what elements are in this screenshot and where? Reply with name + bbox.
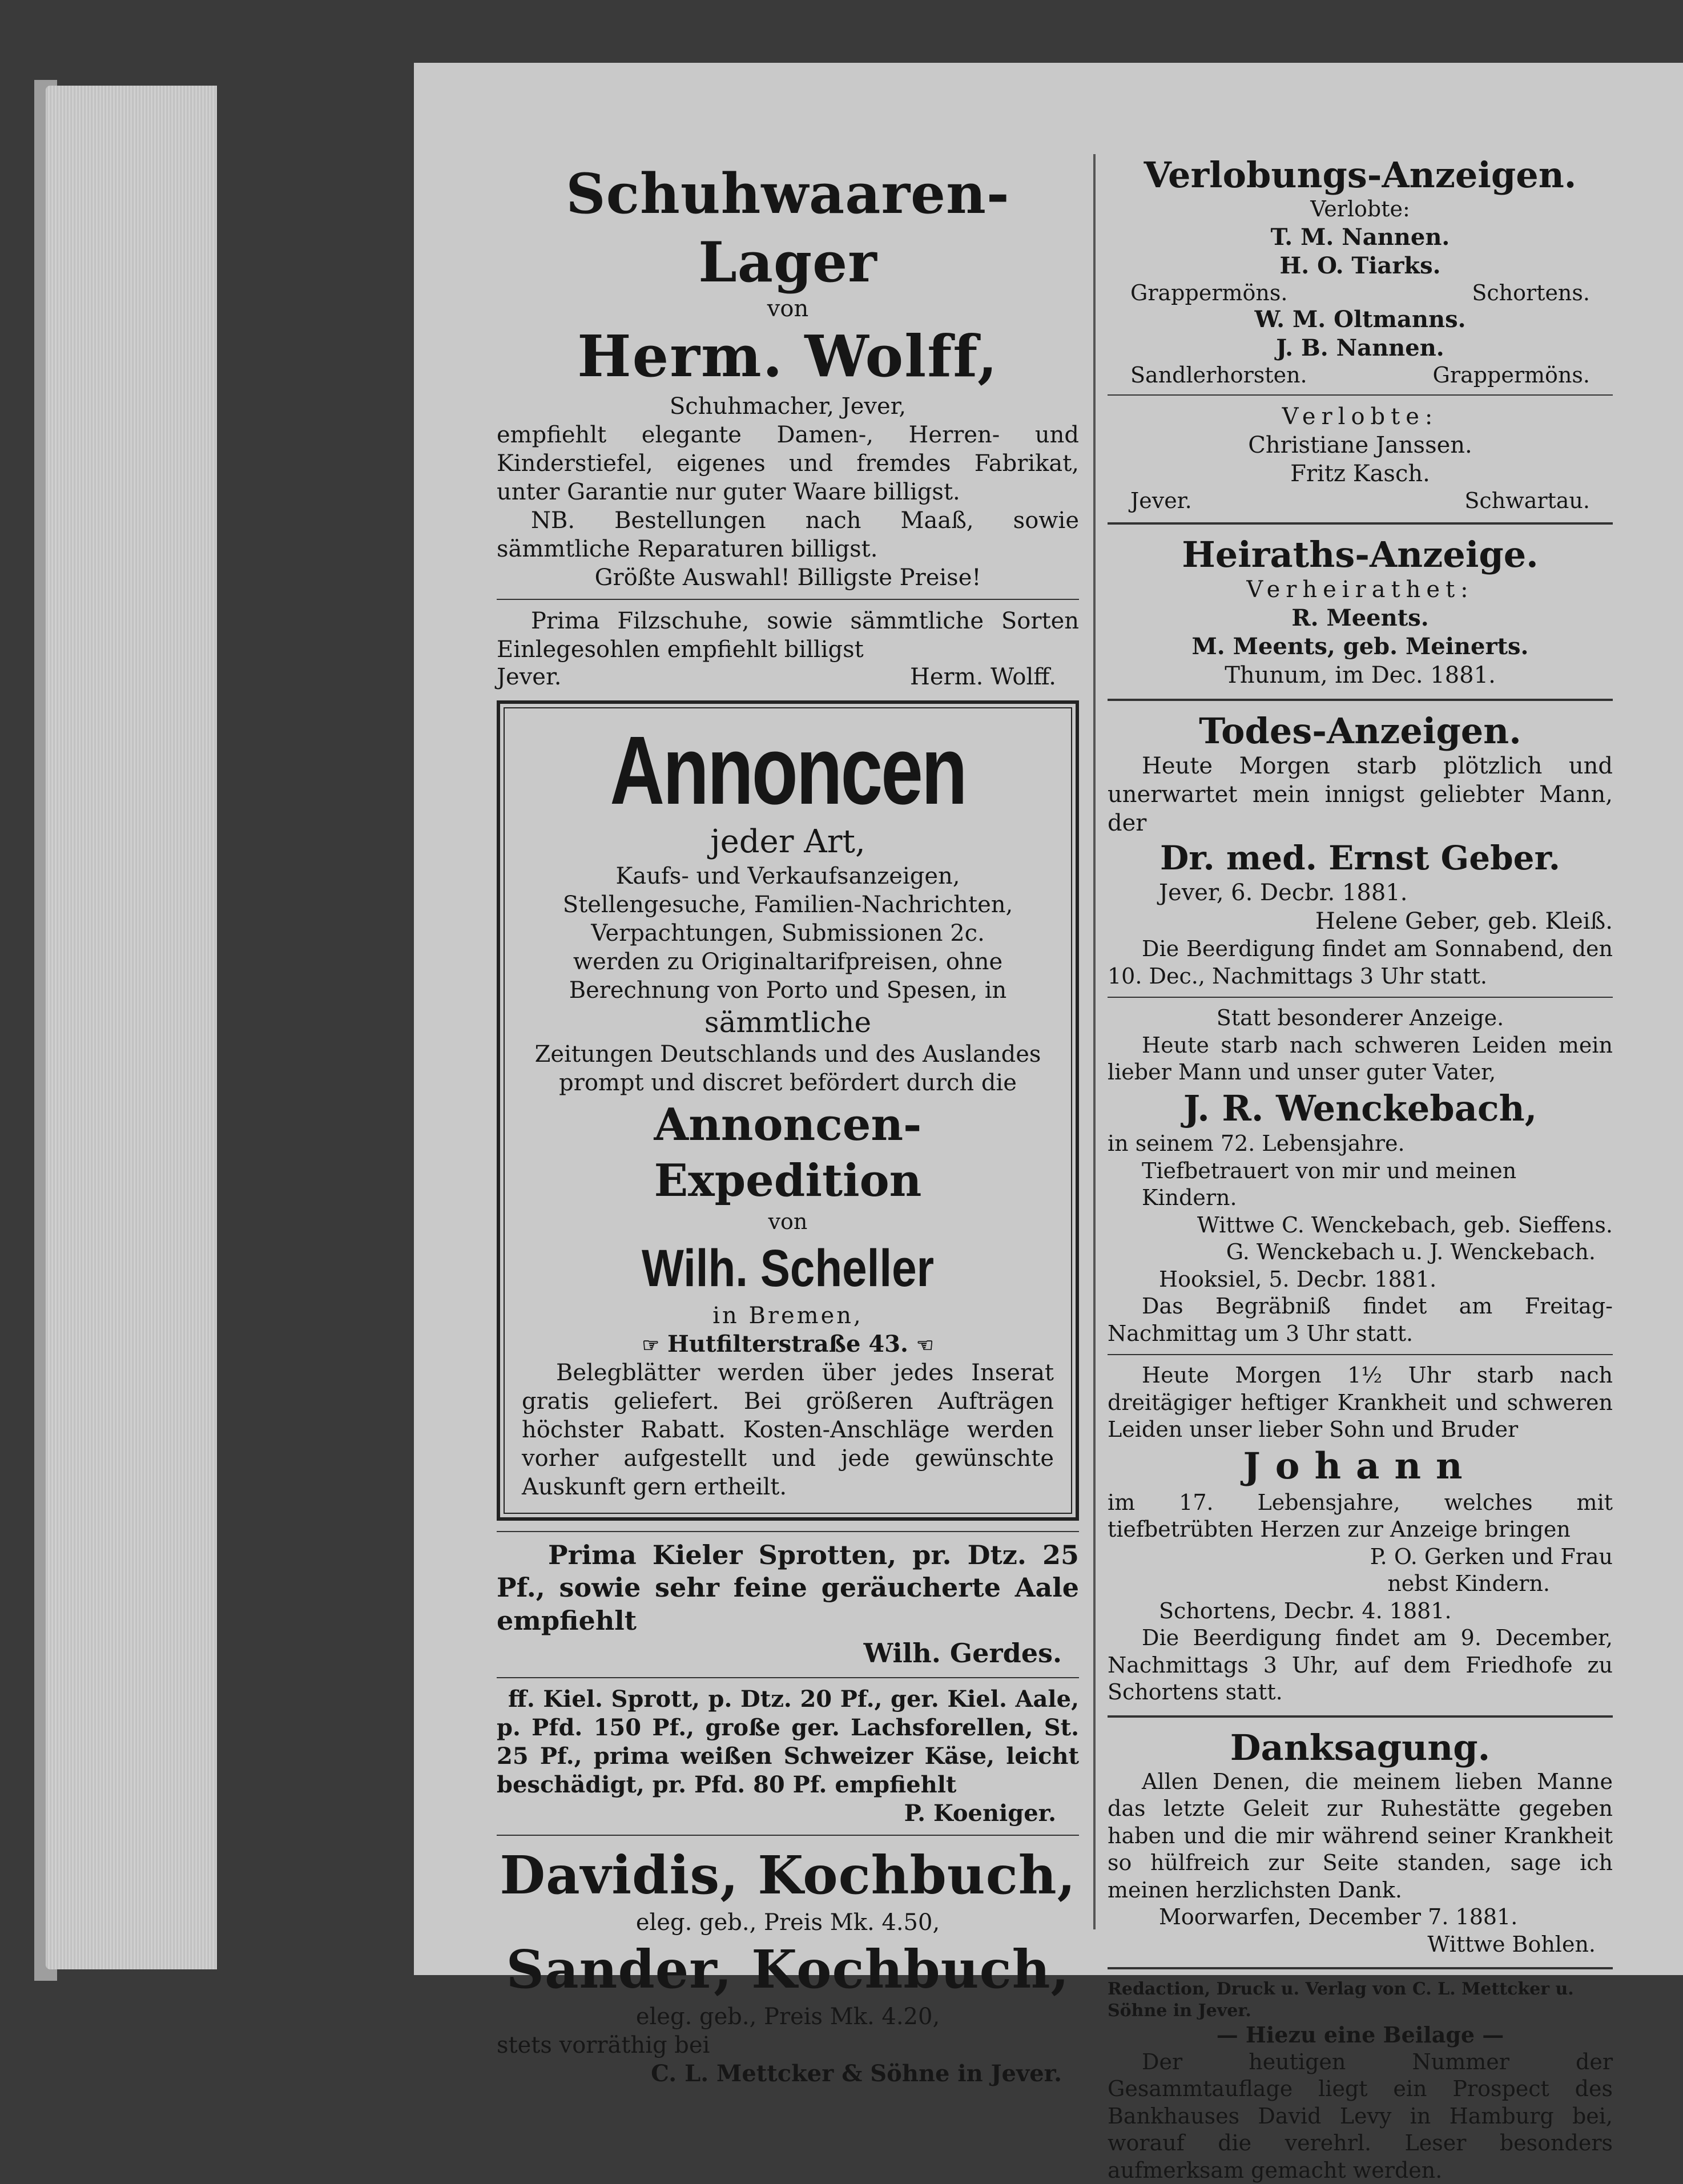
verlobung-section bbox=[1108, 154, 1613, 513]
divider-rule bbox=[1108, 1354, 1613, 1355]
annoncen-expedition: Annoncen-Expedition bbox=[522, 1097, 1054, 1208]
sprotten-ad-body: Prima Kieler Sprotten, pr. Dtz. 25 Pf., sowie sehr feine geräucherte Aale empfiehlt bbox=[497, 1539, 1079, 1638]
annoncen-street: Hutfilterstraße 43. bbox=[667, 1331, 908, 1357]
todes-name: Dr. med. Ernst Geber. bbox=[1108, 837, 1613, 879]
heirath-name-1: R. Meents. bbox=[1108, 604, 1613, 632]
divider-rule bbox=[1108, 522, 1613, 525]
annoncen-ad bbox=[497, 700, 1079, 1521]
annoncen-city: in Bremen, bbox=[522, 1301, 1054, 1330]
annoncen-company: Wilh. Scheller bbox=[562, 1236, 1014, 1301]
johann-sig-2: nebst Kindern. bbox=[1108, 1570, 1613, 1598]
annoncen-footer: Belegblätter werden über jedes Inserat gratis geliefert. Bei größeren Aufträgen höchster Rabatt. Kosten-Anschläge werden vorher aufgestellt und jede gewünschte Auskunft gern ertheilt. bbox=[522, 1359, 1054, 1501]
books-stock: stets vorräthig bei bbox=[497, 2031, 1079, 2060]
koeniger-ad bbox=[497, 1685, 1079, 1828]
shoe-ad-nb: NB. Bestellungen nach Maaß, sowie sämmtliche Reparaturen billigst. bbox=[497, 506, 1079, 563]
pointing-hand-icon: ☜ bbox=[916, 1333, 933, 1358]
wenckebach-name: J. R. Wenckebach, bbox=[1108, 1086, 1613, 1131]
johann-sig-1: P. O. Gerken und Frau bbox=[1108, 1544, 1613, 1571]
verlobung-place-3a: Jever. bbox=[1130, 488, 1192, 513]
verlobung-name-5: Christiane Janssen. bbox=[1108, 431, 1613, 460]
shoe-ad-sub: Schuhmacher, Jever, bbox=[497, 392, 1079, 421]
koeniger-ad-body: ff. Kiel. Sprott, p. Dtz. 20 Pf., ger. Kiel. Aale, p. Pfd. 150 Pf., große ger. Lachsforellen, St. 25 Pf., prima weißen Schweizer Käse, leicht beschädigt, pr. Pfd. 80 Pf. empfiehlt bbox=[497, 1685, 1079, 1799]
todes-funeral: Die Beerdigung findet am Sonnabend, den 10. Dec., Nachmittags 3 Uhr statt. bbox=[1108, 936, 1613, 990]
annoncen-ad-inner bbox=[504, 707, 1072, 1514]
verlobung-header: Verlobungs-Anzeigen. bbox=[1108, 154, 1613, 196]
johann-notice bbox=[1108, 1362, 1613, 1706]
newspaper-page bbox=[414, 63, 1683, 1975]
divider-rule bbox=[497, 1531, 1079, 1532]
annoncen-street-line bbox=[522, 1330, 1054, 1359]
books-ad bbox=[497, 1843, 1079, 2088]
annoncen-line3: werden zu Originaltarifpreisen, ohne Berechnung von Porto und Spesen, in bbox=[522, 948, 1054, 1005]
felt-ad-place: Jever. bbox=[497, 664, 561, 690]
heirath-place: Thunum, im Dec. 1881. bbox=[1108, 661, 1613, 690]
shoe-ad-title: Schuhwaaren-Lager bbox=[497, 160, 1079, 297]
felt-ad-footer bbox=[497, 664, 1079, 690]
wenckebach-intro-2: Heute starb nach schweren Leiden mein lieber Mann und unser guter Vater, bbox=[1108, 1032, 1613, 1086]
divider-rule bbox=[497, 1835, 1079, 1836]
dank-section bbox=[1108, 1727, 1613, 1959]
book-page-edges bbox=[46, 86, 217, 1969]
shoe-ad-slogan: Größte Auswahl! Billigste Preise! bbox=[497, 563, 1079, 592]
todes-date: Jever, 6. Decbr. 1881. bbox=[1108, 879, 1613, 907]
verlobung-place-2b: Grappermöns. bbox=[1433, 362, 1590, 388]
wenckebach-date: Hooksiel, 5. Decbr. 1881. bbox=[1108, 1266, 1613, 1294]
imprint-line: Redaction, Druck u. Verlag von C. L. Mettcker u. Söhne in Jever. bbox=[1108, 1979, 1613, 2021]
verlobung-places-3 bbox=[1108, 488, 1613, 513]
verlobung-label: Verlobte: bbox=[1108, 196, 1613, 223]
dank-body: Allen Denen, die meinem lieben Manne das letzte Geleit zur Ruhestätte gegeben haben und die mir während seiner Krankheit so hülfreich zur Seite standen, sage ich meinen herzlichsten Dank. bbox=[1108, 1768, 1613, 1904]
felt-ad-sig: Herm. Wolff. bbox=[910, 664, 1079, 690]
verlobung-place-1b: Schortens. bbox=[1472, 280, 1590, 305]
annoncen-line2: Kaufs- und Verkaufsanzeigen, Stellengesuche, Familien-Nachrichten, Verpachtungen, Submissionen 2c. bbox=[522, 862, 1054, 948]
books-price-1: eleg. geb., Preis Mk. 4.50, bbox=[497, 1908, 1079, 1937]
verlobung-name-4: J. B. Nannen. bbox=[1108, 334, 1613, 362]
dank-header: Danksagung. bbox=[1108, 1727, 1613, 1768]
annoncen-line4: sämmtliche bbox=[522, 1005, 1054, 1041]
todes-widow: Helene Geber, geb. Kleiß. bbox=[1108, 907, 1613, 936]
divider-rule bbox=[1108, 699, 1613, 701]
verlobung-place-1a: Grappermöns. bbox=[1130, 280, 1287, 305]
johann-date: Schortens, Decbr. 4. 1881. bbox=[1108, 1598, 1613, 1625]
verlobung-place-3b: Schwartau. bbox=[1464, 488, 1590, 513]
verlobung-name-2: H. O. Tiarks. bbox=[1108, 252, 1613, 280]
verlobung-name-1: T. M. Nannen. bbox=[1108, 223, 1613, 252]
todes-header: Todes-Anzeigen. bbox=[1108, 710, 1613, 752]
dank-date: Moorwarfen, December 7. 1881. bbox=[1108, 1904, 1613, 1931]
verlobung-places-2 bbox=[1108, 362, 1613, 388]
wenckebach-notice bbox=[1108, 1005, 1613, 1347]
verlobung-name-3: W. M. Oltmanns. bbox=[1108, 305, 1613, 334]
wenckebach-sig-1: Wittwe C. Wenckebach, geb. Sieffens. bbox=[1108, 1212, 1613, 1239]
felt-ad-body: Prima Filzschuhe, sowie sämmtliche Sorten Einlegesohlen empfiehlt billigst bbox=[497, 607, 1079, 664]
annoncen-line5: Zeitungen Deutschlands und des Auslandes prompt und discret befördert durch die bbox=[522, 1040, 1054, 1097]
verlobung-label-2: Verlobte: bbox=[1108, 402, 1613, 431]
wenckebach-age: in seinem 72. Lebensjahre. bbox=[1108, 1130, 1613, 1158]
heirath-header: Heiraths-Anzeige. bbox=[1108, 534, 1613, 575]
dank-sig: Wittwe Bohlen. bbox=[1108, 1931, 1613, 1959]
todes-section bbox=[1108, 710, 1613, 990]
verlobung-place-2a: Sandlerhorsten. bbox=[1130, 362, 1307, 388]
shoe-ad-body: empfiehlt elegante Damen-, Herren- und Kinderstiefel, eigenes und fremdes Fabrikat, unter Garantie nur guter Waare billigst. bbox=[497, 421, 1079, 506]
books-seller: C. L. Mettcker & Söhne in Jever. bbox=[497, 2060, 1079, 2088]
imprint-section bbox=[1108, 1979, 1613, 2184]
divider-rule bbox=[497, 1677, 1079, 1678]
wenckebach-intro-1: Statt besonderer Anzeige. bbox=[1108, 1005, 1613, 1032]
annoncen-title: Annoncen bbox=[581, 720, 996, 822]
divider-rule bbox=[1108, 1967, 1613, 1969]
heirath-label: Verheirathet: bbox=[1108, 575, 1613, 604]
divider-rule bbox=[497, 599, 1079, 600]
johann-intro: Heute Morgen 1½ Uhr starb nach dreitägiger heftiger Krankheit und schweren Leiden unser lieber Sohn und Bruder bbox=[1108, 1362, 1613, 1444]
shoe-ad-von: von bbox=[497, 295, 1079, 323]
shoe-ad-name: Herm. Wolff, bbox=[497, 321, 1079, 392]
verlobung-places-1 bbox=[1108, 280, 1613, 305]
left-column bbox=[497, 154, 1079, 2088]
sprotten-ad-sig: Wilh. Gerdes. bbox=[497, 1637, 1079, 1670]
johann-name: Johann bbox=[1108, 1444, 1613, 1489]
heirath-section bbox=[1108, 534, 1613, 690]
imprint-beilage: — Hiezu eine Beilage — bbox=[1108, 2021, 1613, 2049]
imprint-body: Der heutigen Nummer der Gesammtauflage liegt ein Prospect des Bankhauses David Levy in Hamburg bei, worauf die verehrl. Leser besonders aufmerksam gemacht werden. bbox=[1108, 2049, 1613, 2184]
pointing-hand-icon: ☞ bbox=[642, 1333, 659, 1358]
heirath-name-2: M. Meents, geb. Meinerts. bbox=[1108, 632, 1613, 661]
books-title-2: Sander, Kochbuch, bbox=[497, 1937, 1079, 2002]
books-price-2: eleg. geb., Preis Mk. 4.20, bbox=[497, 2002, 1079, 2031]
wenckebach-funeral: Das Begräbniß findet am Freitag-Nachmittag um 3 Uhr statt. bbox=[1108, 1293, 1613, 1347]
johann-body: im 17. Lebensjahre, welches mit tiefbetrübten Herzen zur Anzeige bringen bbox=[1108, 1489, 1613, 1544]
divider-rule bbox=[1108, 997, 1613, 998]
felt-ad bbox=[497, 607, 1079, 690]
johann-funeral: Die Beerdigung findet am 9. December, Nachmittags 3 Uhr, auf dem Friedhofe zu Schortens statt. bbox=[1108, 1625, 1613, 1706]
todes-intro: Heute Morgen starb plötzlich und unerwartet mein innigst geliebter Mann, der bbox=[1108, 752, 1613, 837]
wenckebach-mourn: Tiefbetrauert von mir und meinen Kindern. bbox=[1108, 1158, 1613, 1212]
verlobung-name-6: Fritz Kasch. bbox=[1108, 460, 1613, 488]
annoncen-von: von bbox=[522, 1208, 1054, 1236]
sprotten-ad bbox=[497, 1539, 1079, 1670]
right-column bbox=[1108, 154, 1613, 2184]
shoe-ad bbox=[497, 160, 1079, 592]
column-divider bbox=[1093, 154, 1096, 1929]
divider-rule bbox=[1108, 1715, 1613, 1718]
koeniger-ad-sig: P. Koeniger. bbox=[497, 1799, 1079, 1828]
divider-rule bbox=[1108, 394, 1613, 396]
annoncen-line1: jeder Art, bbox=[522, 822, 1054, 862]
wenckebach-sig-2: G. Wenckebach u. J. Wenckebach. bbox=[1108, 1239, 1613, 1266]
books-title-1: Davidis, Kochbuch, bbox=[497, 1843, 1079, 1908]
